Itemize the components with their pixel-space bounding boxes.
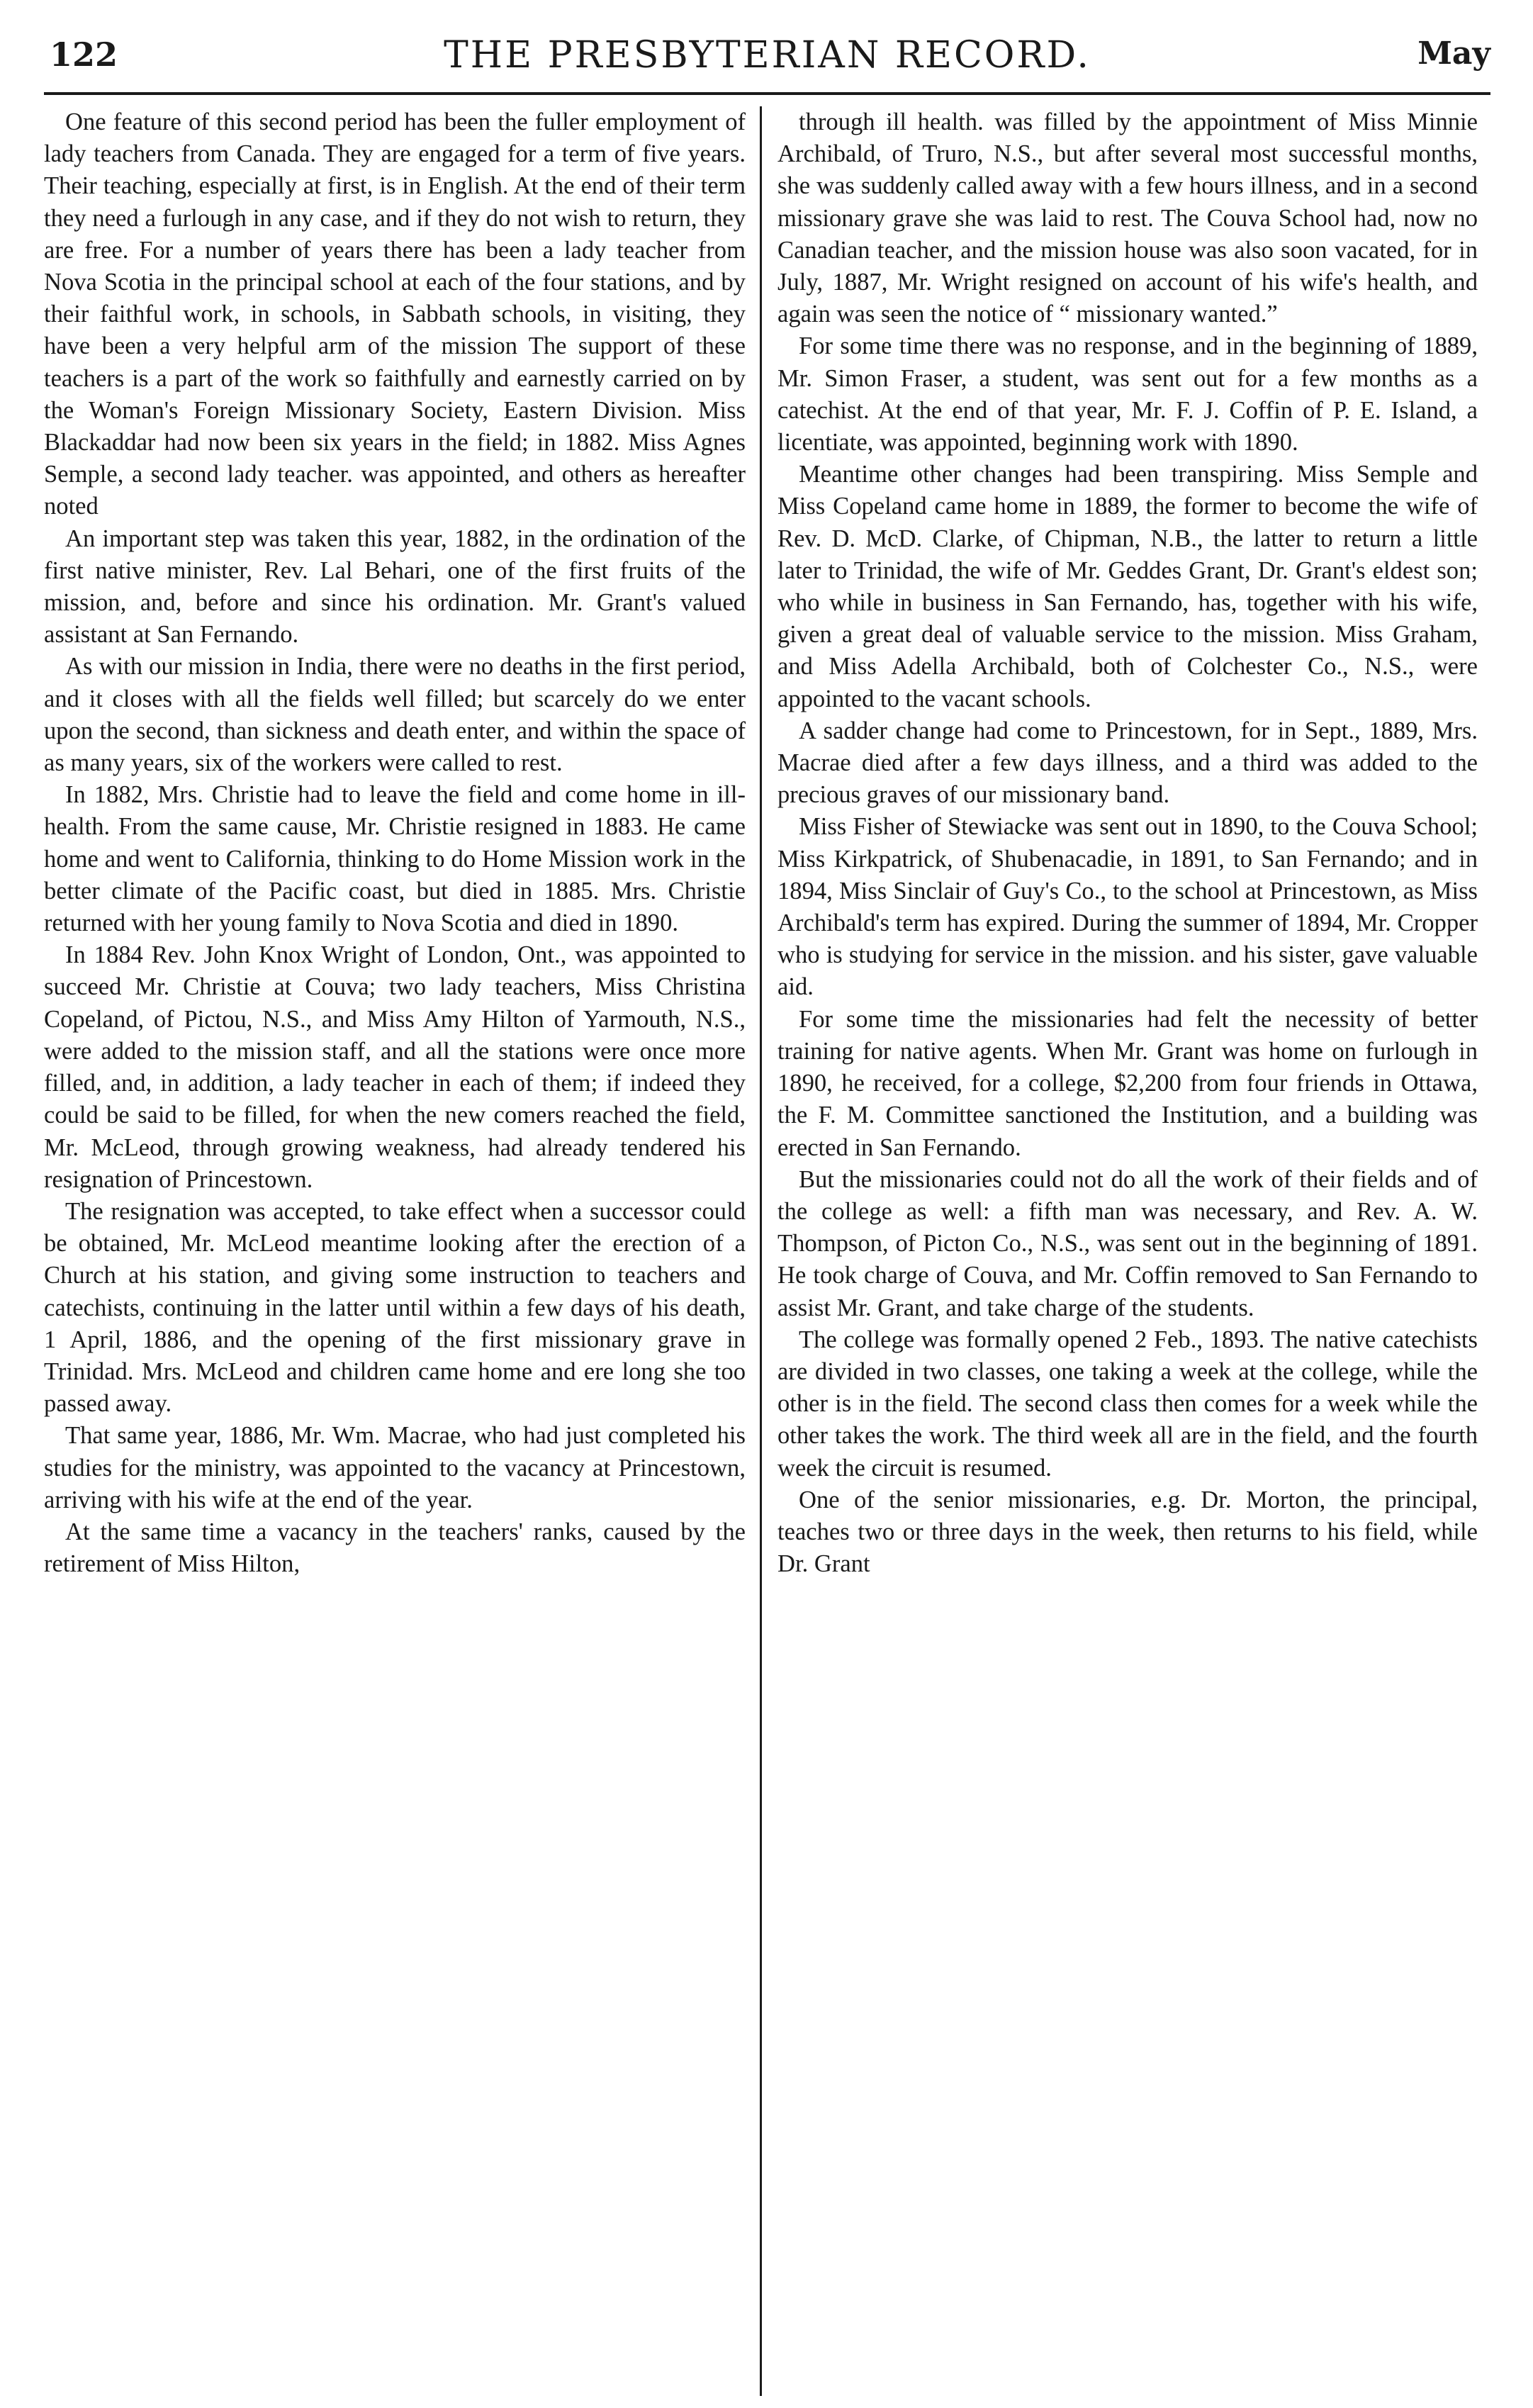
journal-title: THE PRESBYTERIAN RECORD.: [444, 34, 1091, 77]
paragraph: Miss Fisher of Stewiacke was sent out in 1890, to the Couva School; Miss Kirkpatrick, of Shubenacadie, in 1891, to San Fernando; and in 1894, Miss Sinclair of Guy's Co., to the school at Princestown, as Miss Archibald's term has expired. During the summer of 1894, Mr. Cropper who is studying for service in the mission. and his sister, gave valuable aid.: [777, 813, 1478, 1001]
paragraph: Meantime other changes had been transpiring. Miss Semple and Miss Copeland came home in 1889, the former to become the wife of Rev. D. McD. Clarke, of Chipman, N.B., the latter to return a little later to Trinidad, the wife of Mr. Geddes Grant, Dr. Grant's eldest son; who while in business in San Fernando, has, together with his wife, given a great deal of valuable service to the mission. Miss Graham, and Miss Adella Archibald, both of Colchester Co., N.S., were appointed to the vacant schools.: [777, 461, 1478, 712]
paragraph: At the same time a vacancy in the teachers' ranks, caused by the retirement of Miss Hilton,: [44, 1518, 746, 1578]
right-column: [762, 106, 1478, 2396]
paragraph: But the missionaries could not do all the work of their fields and of the college as well: a fifth man was necessary, and Rev. A. W. Thompson, of Picton Co., N.S., was sent out in the beginning of 1891. He took charge of Couva, and Mr. Coffin removed to San Fernando to assist Mr. Grant, and take charge of the students.: [777, 1165, 1478, 1321]
paragraph: For some time the missionaries had felt the necessity of better training for native agents. When Mr. Grant was home on furlough in 1890, he received, for a college, $2,200 from four friends in Ottawa, the F. M. Committee sanctioned the Institution, and a building was erected in San Fernando.: [777, 1005, 1478, 1161]
paragraph: In 1884 Rev. John Knox Wright of London, Ont., was appointed to succeed Mr. Christie at Couva; two lady teachers, Miss Christina Copeland, of Pictou, N.S., and Miss Amy Hilton of Yarmouth, N.S., were added to the mission staff, and all the stations were once more filled, and, in addition, a lady teacher in each of them; if indeed they could be said to be filled, for when the new comers reached the field, Mr. McLeod, through growing weakness, had already tendered his resignation of Princestown.: [44, 941, 746, 1193]
page-header: [44, 28, 1490, 95]
paragraph: As with our mission in India, there were no deaths in the first period, and it closes with all the fields well filled; but scarcely do we enter upon the second, than sickness and death enter, and within the space of as many years, six of the workers were called to rest.: [44, 653, 746, 777]
paragraph: An important step was taken this year, 1882, in the ordination of the first native minister, Rev. Lal Behari, one of the first fruits of the mission, and, before and since his ordination. Mr. Grant's valued assistant at San Fernando.: [44, 525, 746, 649]
paragraph: One feature of this second period has been the fuller employment of lady teachers from Canada. They are engaged for a term of five years. Their teaching, especially at first, is in English. At the end of their term they need a furlough in any case, and if they do not wish to return, they are free. For a number of years there has been a lady teacher from Nova Scotia in the principal school at each of the four stations, and by their faithful work, in schools, in Sabbath schools, in visiting, they have been a very helpful arm of the mission The support of these teachers is a part of the work so faithfully and earnestly carried on by the Woman's Foreign Missionary Society, Eastern Division. Miss Blackaddar had now been six years in the field; in 1882. Miss Agnes Semple, a second lady teacher. was appointed, and others as hereafter noted: [44, 108, 746, 520]
article-columns: [44, 106, 1490, 2396]
paragraph: That same year, 1886, Mr. Wm. Macrae, who had just completed his studies for the ministry, was appointed to the vacancy at Princestown, arriving with his wife at the end of the year.: [44, 1422, 746, 1513]
left-column: [44, 106, 760, 2396]
paragraph: The resignation was accepted, to take effect when a successor could be obtained, Mr. McLeod meantime looking after the erection of a Church at his station, and giving some instruction to teachers and catechists, continuing in the latter until within a few days of his death, 1 April, 1886, and the opening of the first missionary grave in Trinidad. Mrs. McLeod and children came home and ere long she too passed away.: [44, 1197, 746, 1418]
page-number: 122: [50, 35, 118, 74]
paragraph: In 1882, Mrs. Christie had to leave the field and come home in ill-health. From the same cause, Mr. Christie resigned in 1883. He came home and went to California, thinking to do Home Mission work in the better climate of the Pacific coast, but died in 1885. Mrs. Christie returned with her young family to Nova Scotia and died in 1890.: [44, 781, 746, 937]
paragraph: One of the senior missionaries, e.g. Dr. Morton, the principal, teaches two or three days in the week, then returns to his field, while Dr. Grant: [777, 1486, 1478, 1578]
issue-month: May: [1417, 35, 1490, 72]
paragraph: The college was formally opened 2 Feb., 1893. The native catechists are divided in two classes, one taking a week at the college, while the other is in the field. The second class then comes for a week while the other takes the work. The third week all are in the field, and the fourth week the circuit is resumed.: [777, 1326, 1478, 1482]
paragraph: A sadder change had come to Princestown, for in Sept., 1889, Mrs. Macrae died after a few days illness, and a third was added to the precious graves of our missionary band.: [777, 717, 1478, 809]
paragraph: For some time there was no response, and in the beginning of 1889, Mr. Simon Fraser, a student, was sent out for a few months as a catechist. At the end of that year, Mr. F. J. Coffin of P. E. Island, a licentiate, was appointed, beginning work with 1890.: [777, 332, 1478, 457]
paragraph: through ill health. was filled by the appointment of Miss Minnie Archibald, of Truro, N.S., but after several most successful months, she was suddenly called away with a few hours illness, and in a second missionary grave she was laid to rest. The Couva School had, now no Canadian teacher, and the mission house was also soon vacated, for in July, 1887, Mr. Wright resigned on account of his wife's health, and again was seen the notice of “ missionary wanted.”: [777, 108, 1478, 328]
